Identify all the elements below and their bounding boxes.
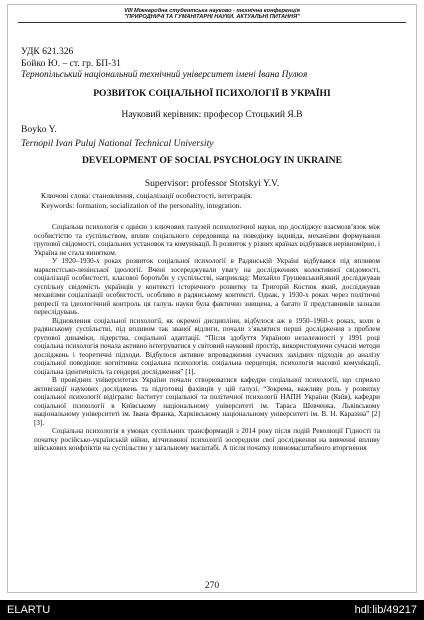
paragraph-3: Відновлення соціальної психології, як окремої дисципліни, відбулося аж в 1950–1960-х роках, коли в радянському суспільстві, під впливом так званої відлиги, почали з’являтися перші дослідження з проблем групової динаміки, лідерства, соціальної адаптації. “Після здобуття Україною незалежності у 1991 році соціальна психологія почала активно інтегруватися у світовий науковий простір, використовуючи сучасні методи досліджень і теоретичні підходи. Відбулося активне впровадження сучасних західних підходів до аналізу соціальної поведінки: когнітивна соціальна психологія, соціальна перцепція, психологія масової комунікації, соціальна ідентичність та гендерні дослідження” [1]. [34,316,380,376]
supervisor-english: Supervisor: professor Stotskyi Y.V. [144,178,280,189]
conference-header-line-1: VIII Міжнародна студентська науково - технічна конференція [124,8,300,14]
footer-repository-name: ELARTU [7,604,51,616]
affiliation-ukrainian: Тернопільський національний технічний університет імені Івана Пулюя [21,70,308,80]
supervisor-ukrainian: Науковий керівник: професор Стоцький Я.В [121,109,303,120]
conference-header [8,8,416,21]
conference-header-line-2: "ПРИРОДНИЧІ ТА ГУМАНІТАРНІ НАУКИ. АКТУАЛЬНІ ПИТАННЯ" [124,14,300,21]
document-page [7,4,417,593]
udk-code: УДК 621.326 [21,46,74,57]
title-ukrainian: РОЗВИТОК СОЦІАЛЬНОЇ ПСИХОЛОГІЇ В УКРАЇНІ [93,88,331,99]
affiliation-english: Ternopil Ivan Puluj National Technical University [21,138,214,149]
keywords-english: Keywords: formation, socialization of the personality, integration. [41,201,242,210]
paragraph-1: Соціальна психологія є однією з ключових галузей психологічної науки, що досліджує взаємозв’язок між особистістю та суспільством, вплив соціального середовища на поведінку індивіда, механізми формування групової свідомості, соціальних установок та комунікації. Її розвиток у різних країнах відбувався нерівномірно, і Україна не стала винятком. [34,223,380,257]
article-body [34,223,380,453]
paragraph-2: У 1920–1930-х роках розвиток соціальної психології в Радянській Україні відбувався під впливом марксистсько-ленінської ідеології. Вчені зосереджували увагу на дослідженнях колективної свідомості, соціалізації особистості, класової боротьби у суспільстві, наприклад: Михайло Грушевський,який досліджував суспільну свідомість українців у контексті історичного розвитку та Григорій Костюк який, досліджував механізми соціалізації особистості, особливо в радянському контексті. Однак, у 1930-х роках через політичні репресії та ідеологічний контроль ця галузь науки була фактично знищена, а багато її представників зазнали переслідувань. [34,257,380,316]
paragraph-4: В провідних університетах України почали створюватися кафедри соціальної психології, що сприяло активізації наукових досліджень та підготовці фахівців у цій галузі. “Зокрема, важливу роль у розвитку соціальної психології відіграли: Інститут соціальної та політичної психології НАПН України (Київ), кафедри соціальної психології в Київському національному університеті ім. Тараса Шевченка, Львівському національному університеті ім. Івана Франка, Харківському національному університеті ім. В. Н. Каразіна” [2] [3]. [34,376,380,427]
title-english: DEVELOPMENT OF SOCIAL PSYCHOLOGY IN UKRAINE [81,155,343,166]
keywords-ukrainian: Ключові слова: становлення, соціалізації особистості, інтеграція. [41,191,253,200]
header-rule [18,22,406,23]
page-number: 270 [204,581,220,591]
repository-footer [0,600,424,620]
footer-handle-link[interactable]: hdl:lib/49217 [354,604,417,616]
author-english: Boyko Y. [21,124,57,135]
paragraph-5: Соціальна психологія в умовах суспільних трансформацій з 2014 року після подій Революції Гідності та початку російсько-українській війни, вітчизняної психології зосередили свої дослідження на вивченні впливу військових конфліктів на суспільство у загальному масштабі. А після початку повномасштабного вторгнення [34,427,380,452]
author-ukrainian: Бойко Ю. – ст. гр. БП-31 [21,58,121,69]
